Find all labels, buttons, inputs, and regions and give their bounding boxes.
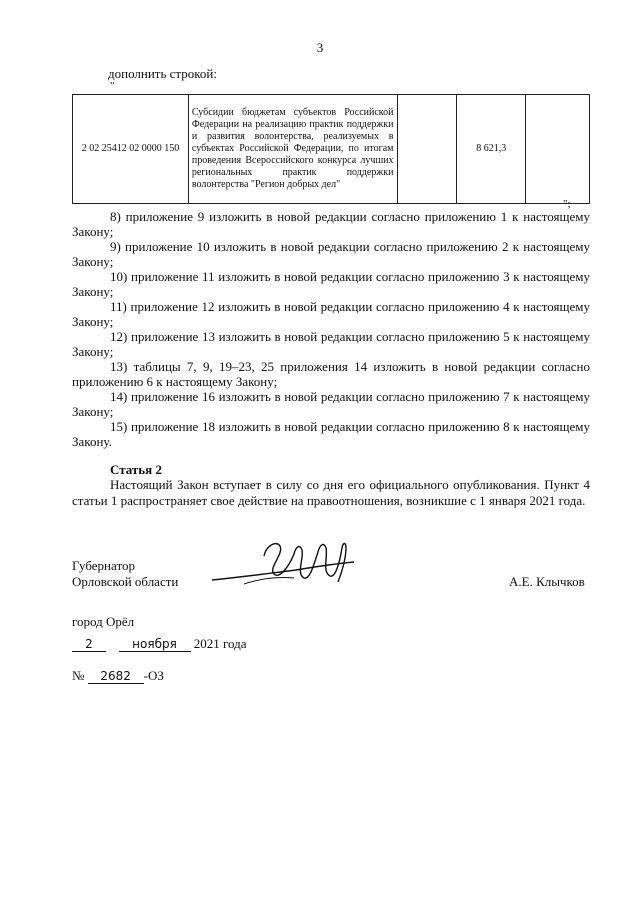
date-line — [72, 636, 247, 652]
governor-region-line: Орловской области — [72, 574, 179, 589]
table-cell-amount: 8 621,3 — [456, 95, 526, 204]
intro-text: дополнить строкой: — [108, 66, 217, 81]
budget-table — [72, 94, 590, 204]
table-cell-description: Субсидии бюджетам субъектов Российской Федерации на реализацию практик поддержки и развития волонтерства, реализуемых в субъектах Российской Федерации, по итогам проведения Всероссийского конкурса лучших региональных практик поддержки волонтерства "Регион добрых дел" — [188, 95, 397, 204]
table-cell-code: 2 02 25412 02 0000 150 — [73, 95, 189, 204]
date-day: 2 — [72, 637, 106, 652]
list-item: 10) приложение 11 изложить в новой редакции согласно приложению 3 к настоящему Закону; — [72, 269, 590, 299]
number-value: 2682 — [88, 669, 144, 684]
list-item: 8) приложение 9 изложить в новой редакции согласно приложению 1 к настоящему Закону; — [72, 209, 590, 239]
city-line: город Орёл — [72, 614, 135, 629]
document-number — [72, 668, 164, 684]
list-item: 12) приложение 13 изложить в новой редакции согласно приложению 5 к настоящему Закону; — [72, 329, 590, 359]
date-month: ноября — [119, 637, 191, 652]
governor-title-line: Губернатор — [72, 558, 135, 573]
number-sign: № — [72, 668, 85, 683]
handwritten-signature — [204, 534, 364, 594]
list-item: 15) приложение 18 изложить в новой редакции согласно приложению 8 к настоящему Закону. — [72, 419, 590, 449]
closing-quote: "; — [563, 198, 571, 210]
date-year: 2021 года — [193, 636, 247, 651]
opening-quote: " — [110, 80, 115, 92]
article-heading: Статья 2 — [110, 462, 162, 477]
table-cell-empty — [397, 95, 456, 204]
list-item: 13) таблицы 7, 9, 19–23, 25 приложения 14 изложить в новой редакции согласно приложению 6 к настоящему Закону; — [72, 359, 590, 389]
table-cell-empty — [526, 95, 590, 204]
page-number: 3 — [316, 40, 324, 55]
governor-title — [72, 558, 178, 590]
number-suffix: -ОЗ — [143, 668, 164, 683]
list-item: 9) приложение 10 изложить в новой редакции согласно приложению 2 к настоящему Закону; — [72, 239, 590, 269]
article-text: Настоящий Закон вступает в силу со дня его официального опубликования. Пункт 4 статьи 1 распространяет свое действие на правоотношения, возникшие с 1 января 2021 года. — [72, 477, 590, 508]
list-item: 14) приложение 16 изложить в новой редакции согласно приложению 7 к настоящему Закону; — [72, 389, 590, 419]
governor-name: А.Е. Клычков — [509, 574, 585, 589]
table-row — [73, 95, 590, 204]
list-item: 11) приложение 12 изложить в новой редакции согласно приложению 4 к настоящему Закону; — [72, 299, 590, 329]
amendment-list — [72, 209, 590, 449]
